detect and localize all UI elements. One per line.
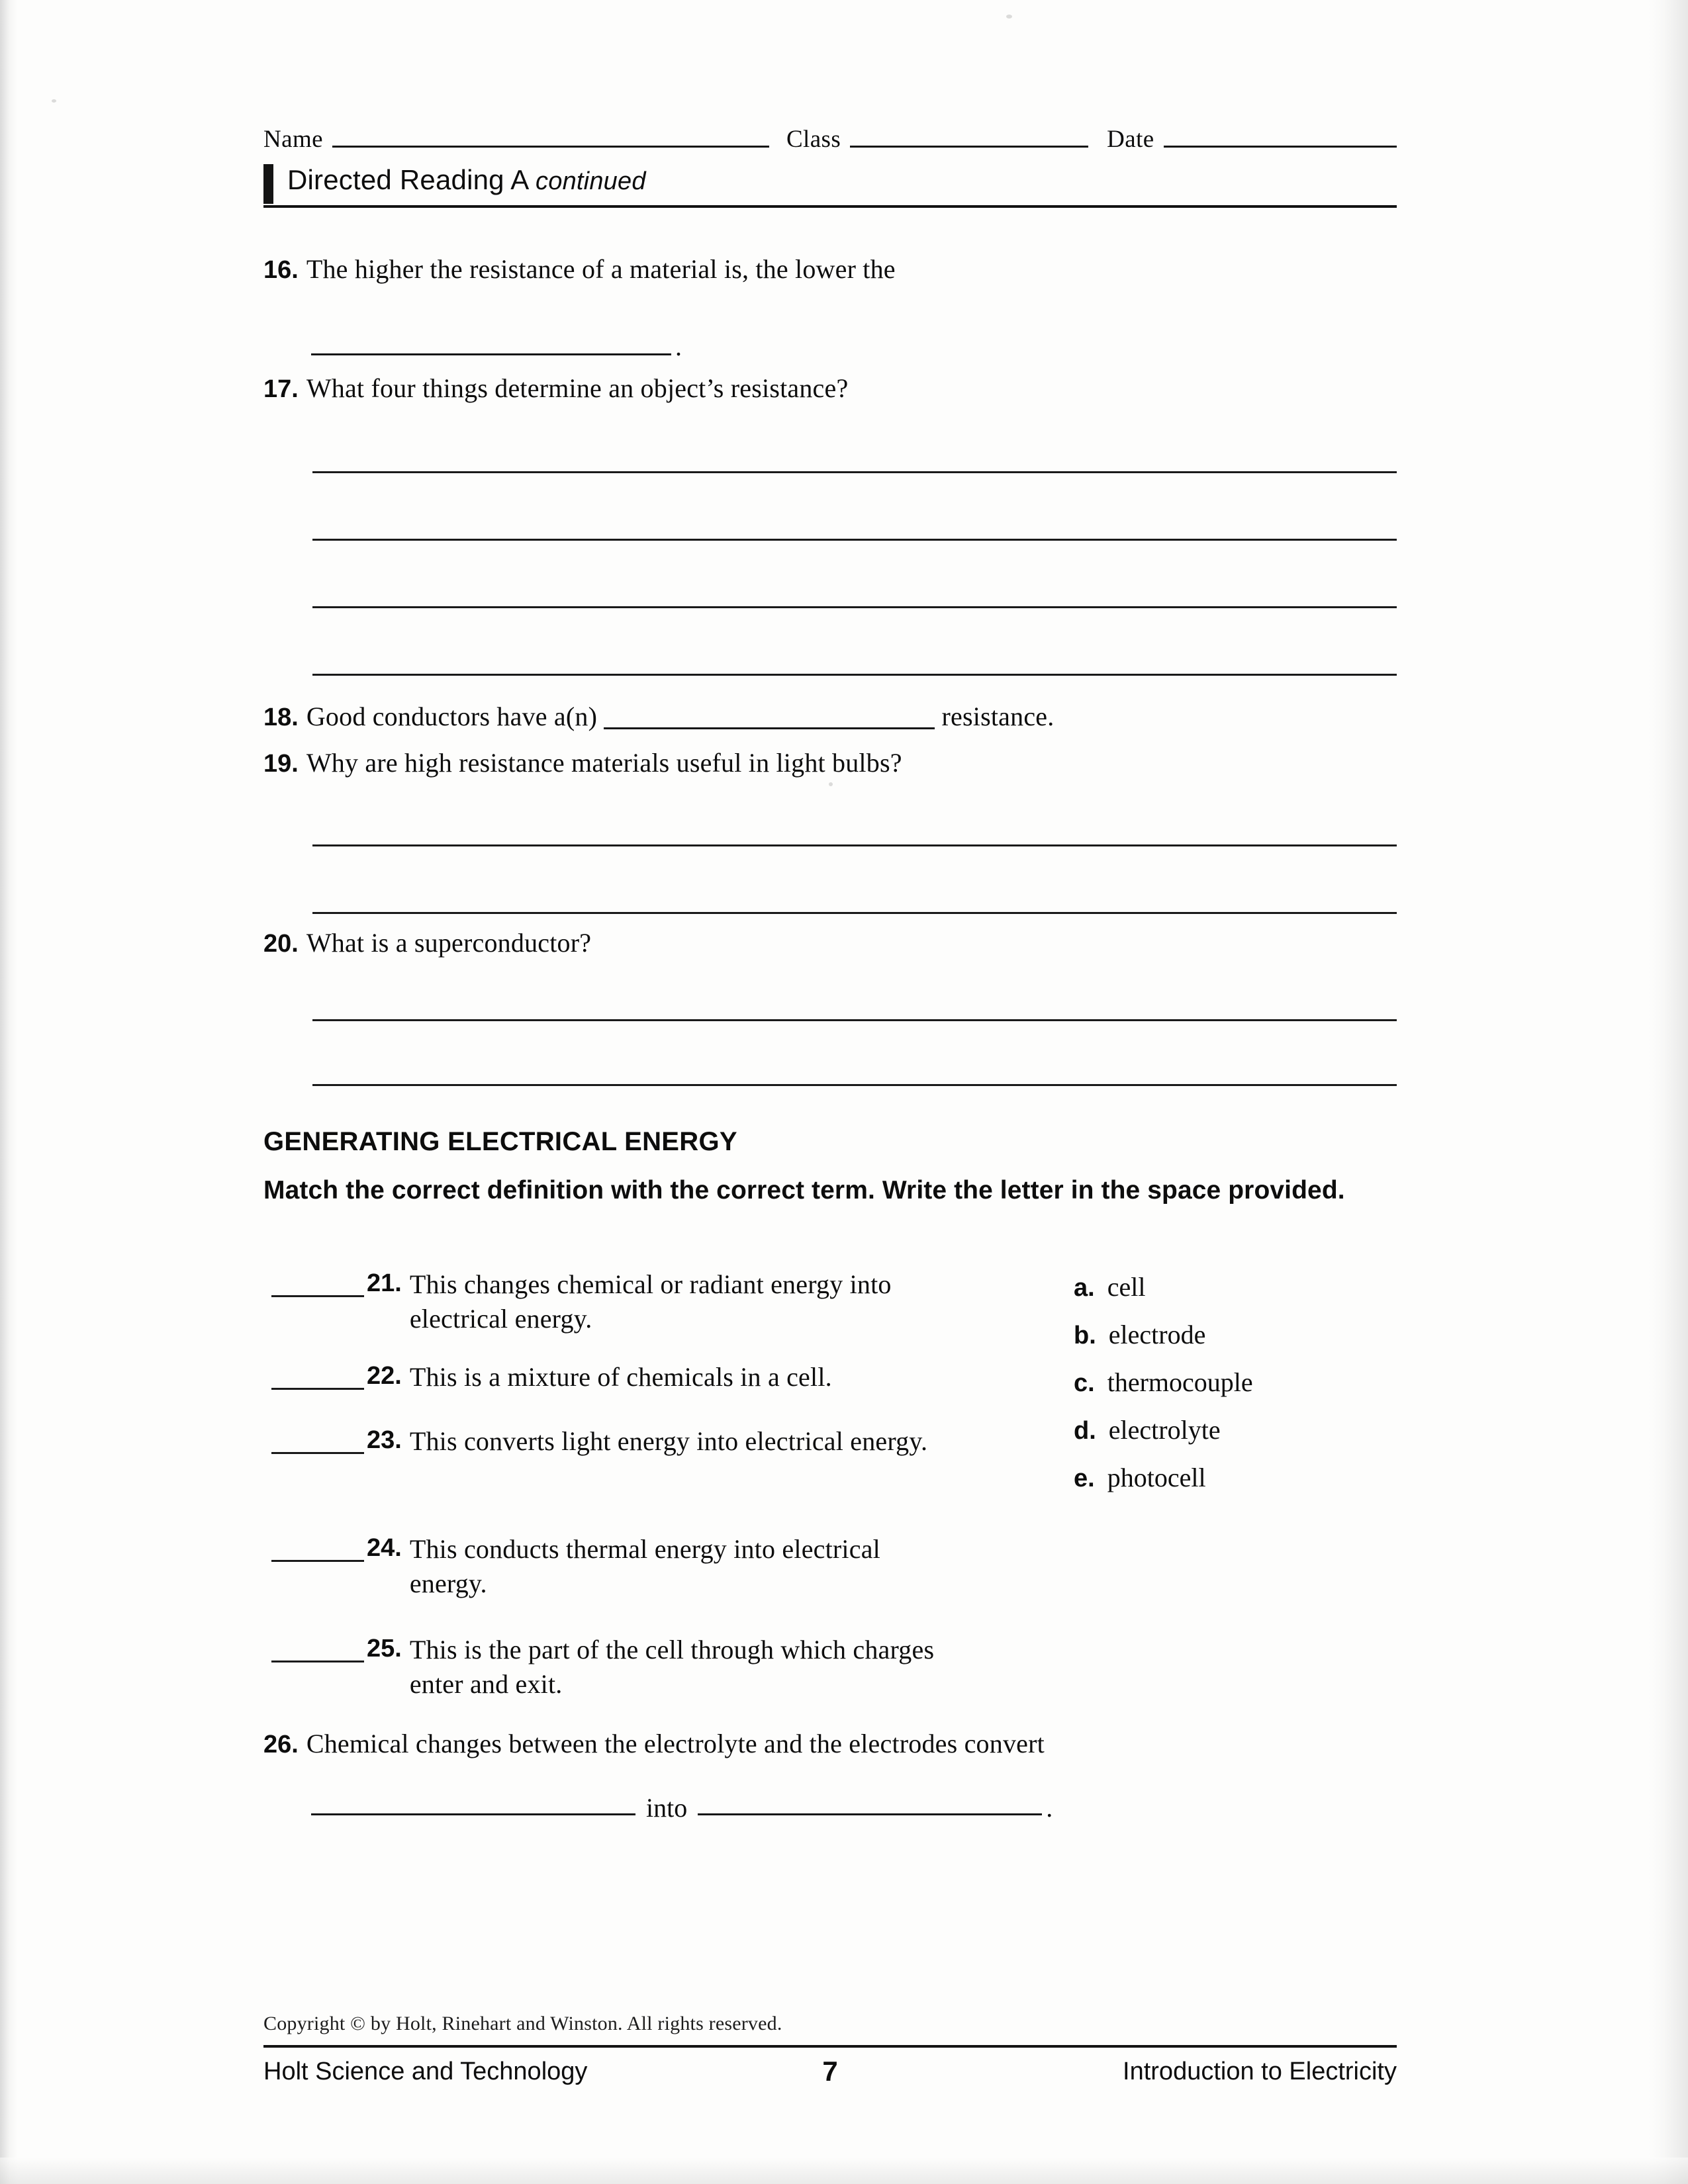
footer-book-title: Holt Science and Technology — [263, 2058, 588, 2085]
question-19-answer-line[interactable] — [312, 912, 1397, 914]
choice-b-term: electrode — [1108, 1320, 1206, 1349]
footer-chapter-title: Introduction to Electricity — [1123, 2058, 1397, 2085]
matching-item-24-text: This conducts thermal energy into electrical energy. — [409, 1534, 880, 1598]
matching-item-22-answer-blank[interactable] — [271, 1360, 364, 1390]
choice-e-term: photocell — [1107, 1463, 1206, 1492]
question-16-answer-blank[interactable] — [311, 353, 671, 355]
question-20-answer-line[interactable] — [312, 1084, 1397, 1086]
worksheet-title — [287, 161, 646, 200]
choice-b[interactable] — [1074, 1318, 1205, 1352]
question-26-blank-2[interactable] — [698, 1813, 1042, 1815]
question-26-terminator: . — [1046, 1793, 1053, 1823]
choice-c[interactable] — [1074, 1366, 1253, 1400]
date-input-blank[interactable] — [1164, 146, 1397, 148]
footer-divider — [263, 2045, 1397, 2048]
title-divider — [263, 205, 1397, 208]
choice-a-letter: a. — [1074, 1274, 1095, 1302]
matching-item-22-number: 22. — [367, 1362, 402, 1390]
matching-item-21 — [271, 1267, 973, 1336]
student-info-header — [263, 118, 1397, 152]
date-label: Date — [1107, 126, 1154, 153]
question-19-answer-line[interactable] — [312, 844, 1397, 846]
question-16-text: The higher the resistance of a material is, the lower the — [306, 254, 896, 284]
question-19-number: 19. — [263, 750, 299, 778]
matching-item-23 — [271, 1424, 973, 1459]
choice-e[interactable] — [1074, 1461, 1206, 1495]
choice-d[interactable] — [1074, 1414, 1221, 1447]
question-26-number: 26. — [263, 1731, 299, 1758]
question-18-text-after: resistance. — [941, 702, 1055, 731]
matching-item-25-text: This is the part of the cell through which charges enter and exit. — [409, 1635, 935, 1699]
question-17-answer-line[interactable] — [312, 539, 1397, 541]
matching-item-24-answer-blank[interactable] — [271, 1532, 364, 1562]
question-17-answer-line[interactable] — [312, 471, 1397, 473]
matching-item-23-number: 23. — [367, 1426, 402, 1454]
section-heading: GENERATING ELECTRICAL ENERGY — [263, 1127, 737, 1156]
matching-item-25-number: 25. — [367, 1635, 402, 1662]
choice-d-term: electrolyte — [1108, 1415, 1221, 1445]
matching-item-25 — [271, 1633, 973, 1702]
question-20 — [263, 927, 1397, 960]
question-17-answer-line[interactable] — [312, 674, 1397, 676]
question-20-number: 20. — [263, 930, 299, 958]
question-19-text: Why are high resistance materials useful in light bulbs? — [306, 748, 902, 778]
matching-item-21-text: This changes chemical or radiant energy into electrical energy. — [409, 1269, 892, 1334]
question-17-answer-line[interactable] — [312, 606, 1397, 608]
choice-c-letter: c. — [1074, 1369, 1095, 1397]
matching-item-25-answer-blank[interactable] — [271, 1633, 364, 1662]
question-17 — [263, 372, 1397, 405]
matching-item-24-number: 24. — [367, 1534, 402, 1562]
copyright-notice: Copyright © by Holt, Rinehart and Winston. All rights reserved. — [263, 2013, 782, 2034]
worksheet-title-text: Directed Reading A — [287, 164, 528, 195]
matching-item-23-answer-blank[interactable] — [271, 1424, 364, 1454]
worksheet-title-continued: continued — [536, 167, 646, 195]
choice-c-term: thermocouple — [1107, 1367, 1253, 1397]
question-18-number: 18. — [263, 704, 299, 731]
question-16-answer-blank-row — [311, 330, 682, 360]
question-26-text: Chemical changes between the electrolyte and the electrodes convert — [306, 1729, 1045, 1758]
matching-item-23-text: This converts light energy into electrical energy. — [409, 1426, 928, 1456]
name-input-blank[interactable] — [332, 146, 769, 148]
question-26-answer-row — [311, 1787, 1139, 1821]
matching-item-24 — [271, 1532, 973, 1601]
choice-a-term: cell — [1107, 1272, 1146, 1302]
choice-d-letter: d. — [1074, 1417, 1096, 1445]
matching-item-22 — [271, 1360, 973, 1394]
page-footer — [263, 2054, 1397, 2091]
choice-a[interactable] — [1074, 1271, 1145, 1304]
question-26-blank-1[interactable] — [311, 1813, 635, 1815]
question-19 — [263, 747, 1397, 780]
question-16-terminator: . — [675, 332, 682, 361]
question-18-text-before: Good conductors have a(n) — [306, 702, 598, 731]
matching-item-21-answer-blank[interactable] — [271, 1267, 364, 1297]
question-18-body — [306, 700, 1055, 733]
question-26 — [263, 1727, 1397, 1760]
question-20-text: What is a superconductor? — [306, 928, 592, 958]
worksheet-title-bar — [263, 160, 1397, 212]
title-marker-icon — [263, 164, 273, 204]
name-label: Name — [263, 126, 323, 153]
footer-page-number: 7 — [822, 2056, 838, 2087]
question-18 — [263, 700, 1397, 733]
question-20-answer-line[interactable] — [312, 1019, 1397, 1021]
question-17-text: What four things determine an object’s resistance? — [306, 373, 849, 403]
question-26-middle-word: into — [646, 1793, 688, 1823]
question-16 — [263, 253, 1397, 286]
choice-b-letter: b. — [1074, 1322, 1096, 1349]
matching-item-22-text: This is a mixture of chemicals in a cell. — [409, 1362, 832, 1392]
section-instructions: Match the correct definition with the correct term. Write the letter in the space provided. — [263, 1176, 1345, 1205]
class-input-blank[interactable] — [850, 146, 1088, 148]
question-16-number: 16. — [263, 256, 299, 284]
question-18-answer-blank[interactable] — [604, 707, 935, 729]
matching-item-21-number: 21. — [367, 1269, 402, 1297]
choice-e-letter: e. — [1074, 1465, 1095, 1492]
class-label: Class — [786, 126, 841, 153]
question-17-number: 17. — [263, 375, 299, 403]
